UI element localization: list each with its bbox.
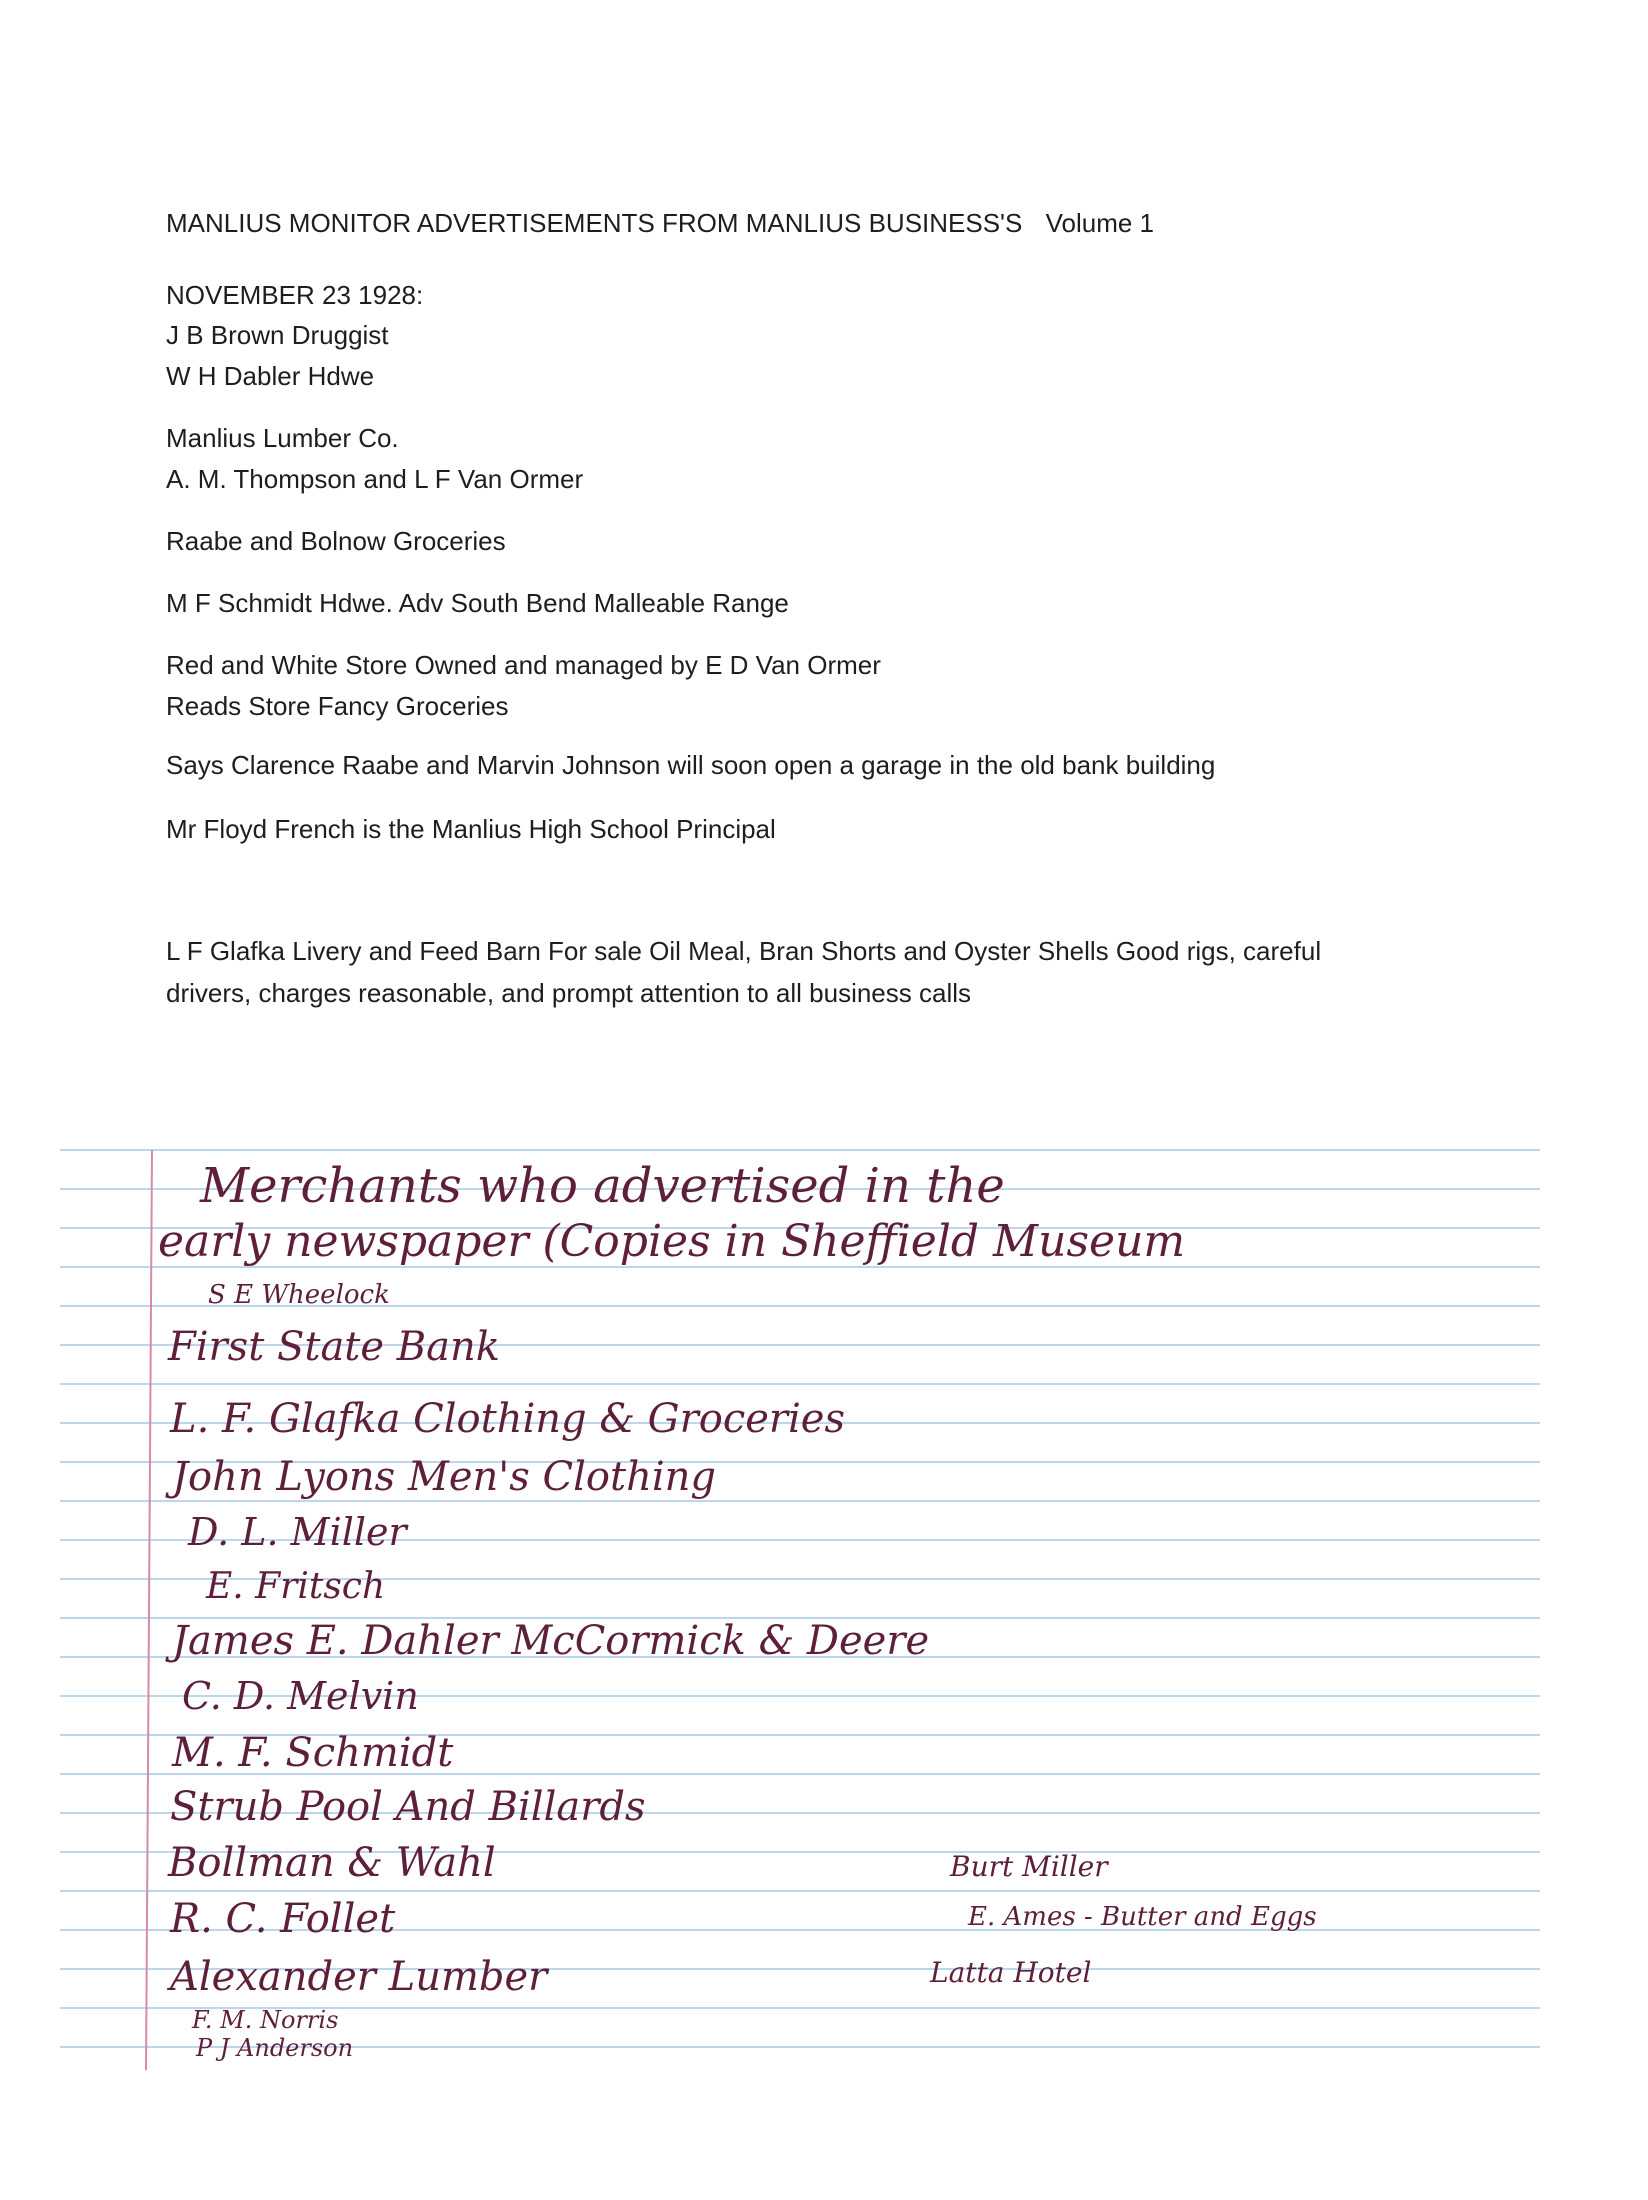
handwritten-entry: L. F. Glafka Clothing & Groceries xyxy=(170,1396,845,1442)
handwritten-entry: S E Wheelock xyxy=(208,1280,390,1310)
handwritten-entry: First State Bank xyxy=(168,1324,501,1370)
handwritten-heading-line: Merchants who advertised in the xyxy=(200,1158,1005,1214)
handwritten-heading-line: early newspaper (Copies in Sheffield Museum xyxy=(158,1216,1186,1267)
handwritten-side-note: Burt Miller xyxy=(950,1850,1108,1883)
ad-line: J B Brown Druggist xyxy=(166,320,389,350)
ad-line: A. M. Thompson and L F Van Ormer xyxy=(166,464,584,494)
issue-date: NOVEMBER 23 1928: xyxy=(166,280,424,310)
ad-line: M F Schmidt Hdwe. Adv South Bend Malleable Range xyxy=(166,588,789,618)
ad-line: L F Glafka Livery and Feed Barn For sale Oil Meal, Bran Shorts and Oyster Shells Good rigs, careful xyxy=(166,936,1322,966)
handwritten-entry: D. L. Miller xyxy=(188,1510,407,1554)
handwritten-entry: James E. Dahler McCormick & Deere xyxy=(172,1618,930,1664)
handwritten-entry: F. M. Norris xyxy=(192,2006,339,2034)
handwritten-side-note: Latta Hotel xyxy=(930,1956,1092,1989)
ad-line: drivers, charges reasonable, and prompt attention to all business calls xyxy=(166,978,971,1008)
handwritten-entry: John Lyons Men's Clothing xyxy=(172,1454,717,1500)
document-title xyxy=(166,208,1154,239)
ad-line: Reads Store Fancy Groceries xyxy=(166,691,509,721)
news-line: Mr Floyd French is the Manlius High School Principal xyxy=(166,814,776,844)
ad-line: Red and White Store Owned and managed by E D Van Ormer xyxy=(166,650,881,680)
handwritten-entry: C. D. Melvin xyxy=(182,1674,419,1718)
ad-line: Manlius Lumber Co. xyxy=(166,423,399,453)
margin-line xyxy=(146,1150,152,2070)
handwritten-side-note: E. Ames - Butter and Eggs xyxy=(968,1902,1317,1932)
handwritten-entry: Bollman & Wahl xyxy=(168,1840,496,1886)
volume-label: Volume 1 xyxy=(1045,208,1155,238)
handwritten-entry: M. F. Schmidt xyxy=(172,1730,454,1776)
handwritten-entry: R. C. Follet xyxy=(170,1896,396,1942)
handwritten-entry: Alexander Lumber xyxy=(170,1954,548,2000)
handwritten-entry: Strub Pool And Billards xyxy=(170,1784,646,1830)
ad-line: W H Dabler Hdwe xyxy=(166,361,375,391)
news-line: Says Clarence Raabe and Marvin Johnson will soon open a garage in the old bank building xyxy=(166,750,1216,780)
handwritten-entry: P J Anderson xyxy=(196,2034,354,2062)
handwritten-entry: E. Fritsch xyxy=(206,1566,386,1607)
ad-line: Raabe and Bolnow Groceries xyxy=(166,526,506,556)
title-text: MANLIUS MONITOR ADVERTISEMENTS FROM MANLIUS BUSINESS'S xyxy=(166,208,1023,238)
